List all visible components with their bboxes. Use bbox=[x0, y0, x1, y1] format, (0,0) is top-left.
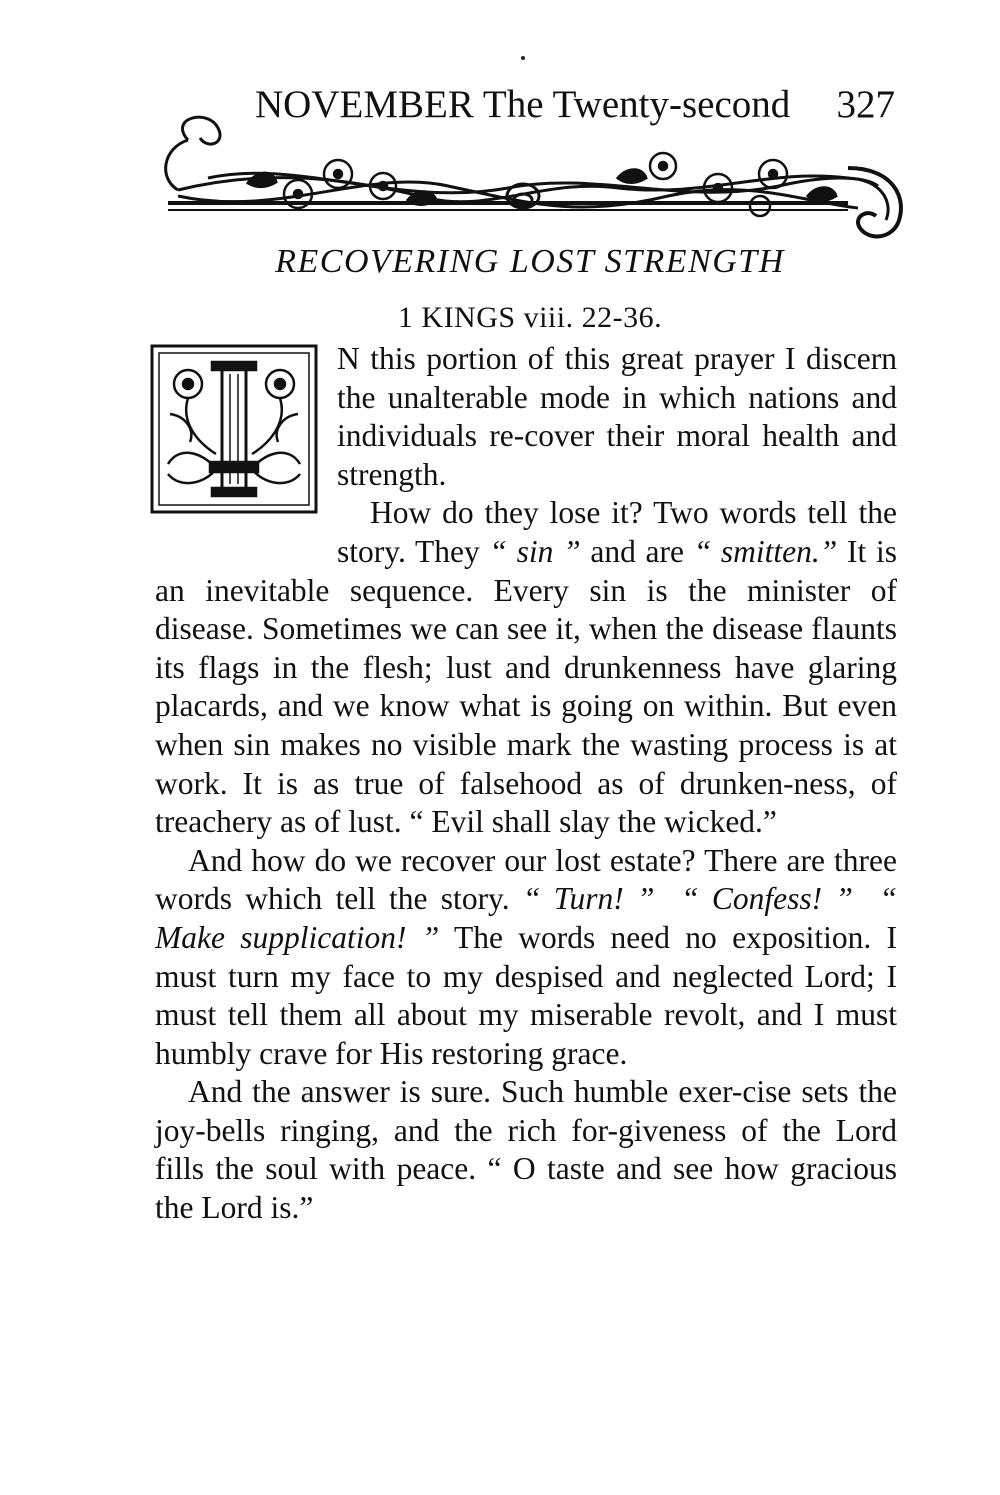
emphasis-three-words: “ Turn! ” “ Confess! ” “ Make supplication! ” bbox=[155, 881, 898, 955]
emphasis-smitten: “ smitten.” bbox=[693, 533, 838, 569]
printer-dot bbox=[521, 56, 525, 60]
paragraph-4-text: And the answer is sure. Such humble exer-cise sets the joy-bells ringing, and the rich for-giveness of the Lord fills the soul with peace. “ O taste and see how gracious the Lord is.” bbox=[155, 1074, 897, 1226]
drop-cap-space bbox=[155, 340, 337, 533]
body-text bbox=[155, 340, 897, 1228]
paragraph-2 bbox=[155, 494, 897, 841]
paragraph-3 bbox=[155, 842, 897, 1074]
chapter-title: RECOVERING LOST STRENGTH bbox=[275, 243, 785, 280]
header-month: NOVEMBER bbox=[255, 83, 474, 126]
scripture-reference: 1 KINGS viii. 22-36. bbox=[397, 301, 663, 334]
paragraph-4 bbox=[155, 1073, 897, 1227]
floral-ornament-banner bbox=[148, 108, 918, 250]
paragraph-2-text-c: It is an inevitable sequence. Every sin is the minister of disease. Sometimes we can see it, when the disease flaunts its flags in the flesh; lust and drunkenness have glaring placards, and we know what is going on within. But even when sin makes no visible mark the wasting process is at work. It is as true of falsehood as of drunken-ness, of treachery as of lust. “ Evil shall slay the wicked.” bbox=[155, 533, 897, 840]
paragraph-2-text-b: and are bbox=[580, 533, 694, 569]
paragraph-2-text-a: How do they lose it? Two words tell the story. They bbox=[337, 495, 897, 569]
header-date: The Twenty-second bbox=[482, 83, 791, 126]
paragraph-1-text: N this portion of this great prayer I discern the unalterable mode in which nations and individuals re-cover their moral health and strength. bbox=[337, 341, 897, 492]
emphasis-sin: “ sin ” bbox=[489, 533, 581, 569]
page-number: 327 bbox=[836, 83, 895, 126]
paragraph-3-text-b: The words need no exposition. I must turn my face to my despised and neglected Lord; I must tell them all about my miserable revolt, and I must humbly crave for His restoring grace. bbox=[155, 919, 897, 1071]
paragraph-3-text-a: And how do we recover our lost estate? There are three words which tell the story. bbox=[155, 842, 897, 917]
